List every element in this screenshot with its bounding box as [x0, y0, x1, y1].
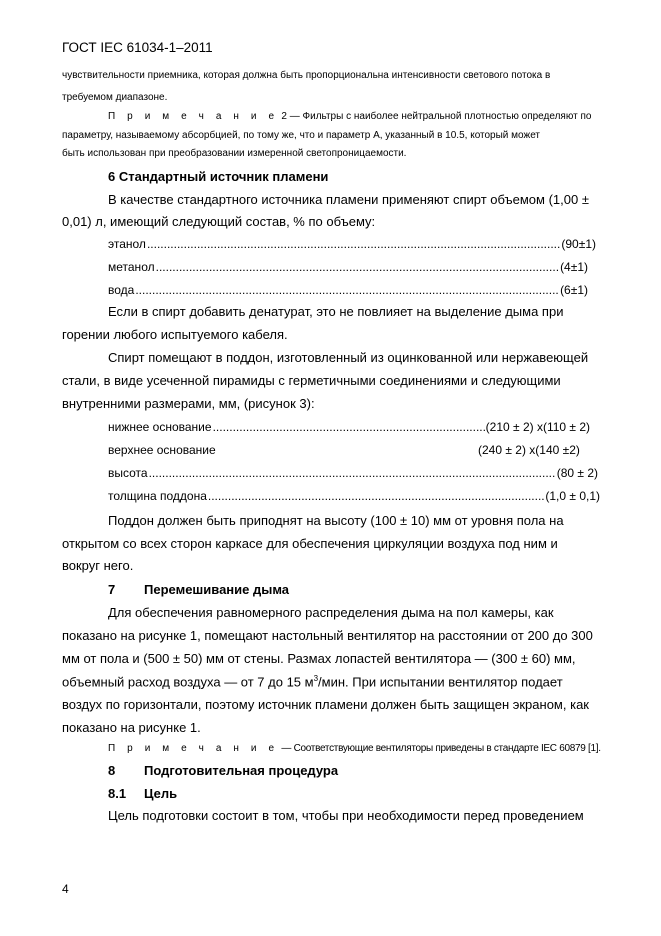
- paragraph-line: Поддон должен быть приподнят на высоту (100 ± 10) мм от уровня пола на: [108, 513, 564, 528]
- item-value: (1,0 ± 0,1): [545, 489, 600, 503]
- leader-dots: [135, 283, 559, 297]
- paragraph-line: внутренними размерами, мм, (рисунок 3):: [62, 396, 315, 411]
- paragraph-line: чувствительности приемника, которая должна быть пропорциональна интенсивности светового потока в: [62, 70, 551, 81]
- subsection-heading: Цель: [144, 786, 178, 801]
- note-text: 2 — Фильтры с наиболее нейтральной плотностью определяют по: [281, 111, 592, 122]
- item-label: вода: [108, 283, 135, 297]
- item-value: (4±1): [560, 260, 588, 274]
- paragraph-line: 0,01) л, имеющий следующий состав, % по объему:: [62, 214, 376, 229]
- paragraph-line: мм от пола и (500 ± 50) мм от стены. Размах лопастей вентилятора — (300 ± 60) мм,: [62, 651, 576, 666]
- item-label: высота: [108, 466, 148, 480]
- section-heading: Подготовительная процедура: [144, 763, 339, 778]
- text-span: /мин. При испытании вентилятор подает: [318, 674, 563, 690]
- leader-dots: [208, 489, 545, 503]
- section-number: 8: [108, 763, 116, 778]
- section-heading: Перемешивание дыма: [144, 582, 290, 597]
- note-text: — Соответствующие вентиляторы приведены в стандарте IEC 60879 [1].: [281, 743, 601, 754]
- paragraph-line: Для обеспечения равномерного распределения дыма на пол камеры, как: [108, 605, 554, 620]
- leader-dots: [149, 466, 556, 480]
- dimension-item: [108, 420, 590, 434]
- note-line: [108, 111, 591, 122]
- note-prefix: П р и м е ч а н и е: [108, 111, 279, 122]
- paragraph-line: показано на рисунке 1.: [62, 720, 201, 735]
- paragraph-line: показано на рисунке 1, помещают настольный вентилятор на расстоянии от 200 до 300: [62, 628, 593, 643]
- item-label: толщина поддона: [108, 489, 207, 503]
- paragraph-line: воздух по горизонтали, поэтому источник пламени должен быть защищен экраном, как: [62, 697, 589, 712]
- note-line: параметру, называемому абсорбцией, по тому же, что и параметр A, указанный в 10.5, который может: [62, 130, 540, 141]
- leader-dots: [156, 260, 559, 274]
- paragraph-line: Спирт помещают в поддон, изготовленный из оцинкованной или нержавеющей: [108, 350, 589, 365]
- paragraph-line: В качестве стандартного источника пламени применяют спирт объемом (1,00 ±: [108, 192, 589, 207]
- text-span: объемный расход воздуха — от 7 до 15 м: [62, 674, 314, 690]
- note-prefix: П р и м е ч а н и е: [108, 743, 279, 754]
- item-label: нижнее основание: [108, 420, 212, 434]
- subsection-number: 8.1: [108, 786, 127, 801]
- paragraph-line: горении любого испытуемого кабеля.: [62, 327, 288, 342]
- item-label: метанол: [108, 260, 155, 274]
- superscript: 3: [313, 674, 319, 683]
- section-number: 7: [108, 582, 116, 597]
- paragraph-line: Если в спирт добавить денатурат, это не повлияет на выделение дыма при: [108, 304, 564, 319]
- paragraph-line: требуемом диапазоне.: [62, 92, 168, 103]
- paragraph-line: стали, в виде усеченной пирамиды с герметичными соединениями и следующими: [62, 373, 561, 388]
- paragraph-line: Цель подготовки состоит в том, чтобы при необходимости перед проведением: [108, 808, 584, 823]
- note-line: быть использован при преобразовании измеренной светопроницаемости.: [62, 148, 407, 159]
- document-header: ГОСТ IEC 61034-1–2011: [62, 40, 213, 55]
- leader-dots: [147, 237, 560, 251]
- dimension-item: [108, 466, 598, 480]
- item-label: этанол: [108, 237, 146, 251]
- dimension-item: [108, 489, 600, 503]
- item-value: (210 ± 2) x(110 ± 2): [485, 420, 590, 434]
- composition-item: [108, 237, 596, 251]
- section-heading: 6 Стандартный источник пламени: [108, 169, 329, 184]
- composition-item: [108, 260, 588, 274]
- item-value: (6±1): [560, 283, 588, 297]
- paragraph-line: вокруг него.: [62, 558, 134, 573]
- note-line: [108, 743, 601, 754]
- dimension-item-label: верхнее основание: [108, 443, 216, 457]
- paragraph-line: [62, 674, 563, 689]
- dimension-item-value: (240 ± 2) x(140 ±2): [478, 443, 580, 457]
- page-number: 4: [62, 882, 69, 896]
- item-value: (90±1): [561, 237, 596, 251]
- item-value: (80 ± 2): [556, 466, 598, 480]
- paragraph-line: открытом со всех сторон каркасе для обеспечения циркуляции воздуха под ним и: [62, 536, 558, 551]
- composition-item: [108, 283, 588, 297]
- leader-dots: [213, 420, 485, 434]
